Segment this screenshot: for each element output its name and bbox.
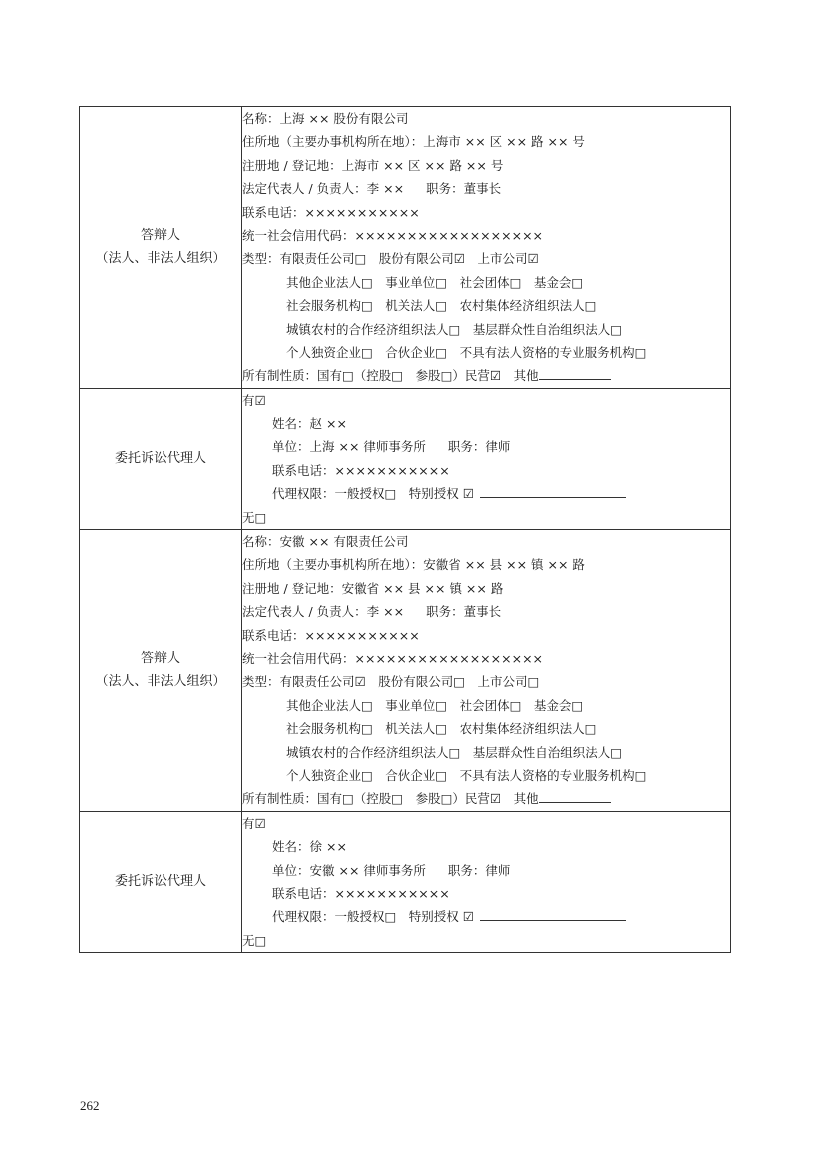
type-line: 个人独资企业□ 合伙企业□ 不具有法人资格的专业服务机构□	[286, 344, 647, 360]
agent-unit-line	[242, 859, 730, 882]
rep-name: 法定代表人 / 负责人：李 ××	[242, 181, 405, 197]
rep-title: 职务：董事长	[426, 604, 502, 620]
type-line: 其他企业法人□ 事业单位□ 社会团体□ 基金会□	[286, 697, 584, 713]
agent-none: 无□	[242, 932, 267, 948]
contact-phone: 联系电话：×××××××××××	[242, 627, 420, 643]
respondent-label-cell	[80, 530, 242, 812]
agent-title: 职务：律师	[447, 862, 511, 878]
agent-authority: 代理权限：一般授权□ 特别授权 ☑	[272, 486, 474, 502]
ownership-text: 所有制性质：国有□（控股□ 参股□）民营☑ 其他	[242, 791, 539, 807]
defense-party-table	[79, 106, 731, 953]
agent-authority-line	[242, 905, 730, 928]
registered-address: 注册地 / 登记地：上海市 ×× 区 ×× 路 ×× 号	[242, 157, 504, 173]
other-blank	[539, 789, 611, 803]
agent-title: 职务：律师	[447, 439, 511, 455]
respondent-row-2	[80, 530, 731, 812]
page-number: 262	[80, 1098, 100, 1113]
credit-code: 统一社会信用代码：××××××××××××××××××	[242, 227, 544, 243]
agent-details	[242, 388, 731, 529]
contact-phone: 联系电话：×××××××××××	[242, 204, 420, 220]
type-line: 类型：有限责任公司□ 股份有限公司☑ 上市公司☑	[242, 251, 539, 267]
agent-unit-line	[242, 435, 730, 458]
company-name: 名称：上海 ×× 股份有限公司	[242, 111, 409, 126]
respondent-details	[242, 530, 731, 812]
respondent-details	[242, 107, 731, 389]
type-line: 个人独资企业□ 合伙企业□ 不具有法人资格的专业服务机构□	[286, 767, 647, 783]
type-line: 其他企业法人□ 事业单位□ 社会团体□ 基金会□	[286, 274, 584, 290]
type-line: 类型：有限责任公司☑ 股份有限公司□ 上市公司□	[242, 674, 540, 690]
credit-code: 统一社会信用代码：××××××××××××××××××	[242, 650, 544, 666]
agent-phone: 联系电话：×××××××××××	[272, 885, 450, 901]
ownership-text: 所有制性质：国有□（控股□ 参股□）民营☑ 其他	[242, 368, 539, 384]
company-name: 名称：安徽 ×× 有限责任公司	[242, 534, 409, 550]
type-line: 城镇农村的合作经济组织法人□ 基层群众性自治组织法人□	[286, 321, 623, 337]
company-address: 住所地（主要办事机构所在地）：上海市 ×× 区 ×× 路 ×× 号	[242, 134, 585, 150]
registered-address: 注册地 / 登记地：安徽省 ×× 县 ×× 镇 ×× 路	[242, 580, 504, 596]
agent-row-2	[80, 811, 731, 952]
agent-has: 有☑	[242, 392, 266, 408]
agent-unit: 单位：安徽 ×× 律师事务所	[272, 862, 426, 878]
agent-name: 姓名：徐 ××	[272, 839, 347, 855]
respondent-label: 答辩人	[140, 228, 180, 244]
agent-phone: 联系电话：×××××××××××	[272, 462, 450, 478]
other-blank	[539, 366, 611, 380]
agent-row-1	[80, 388, 731, 529]
type-line: 社会服务机构□ 机关法人□ 农村集体经济组织法人□	[286, 721, 597, 737]
agent-unit: 单位：上海 ×× 律师事务所	[272, 439, 426, 455]
agent-label: 委托诉讼代理人	[80, 811, 242, 952]
rep-title: 职务：董事长	[426, 181, 502, 197]
agent-authority: 代理权限：一般授权□ 特别授权 ☑	[272, 909, 474, 925]
authority-blank	[480, 907, 626, 921]
agent-name: 姓名：赵 ××	[272, 416, 347, 432]
legal-representative	[242, 600, 730, 623]
rep-name: 法定代表人 / 负责人：李 ××	[242, 604, 405, 620]
respondent-label-cell	[80, 107, 242, 389]
type-line: 城镇农村的合作经济组织法人□ 基层群众性自治组织法人□	[286, 744, 623, 760]
ownership-line	[242, 364, 730, 387]
agent-details	[242, 811, 731, 952]
type-line: 社会服务机构□ 机关法人□ 农村集体经济组织法人□	[286, 298, 597, 314]
agent-none: 无□	[242, 509, 267, 525]
ownership-line	[242, 787, 730, 810]
respondent-label-sub: （法人、非法人组织）	[95, 251, 226, 267]
legal-representative	[242, 177, 730, 200]
respondent-label: 答辩人	[140, 651, 180, 667]
agent-label: 委托诉讼代理人	[80, 388, 242, 529]
respondent-row-1	[80, 107, 731, 389]
agent-has: 有☑	[242, 815, 266, 831]
respondent-label-sub: （法人、非法人组织）	[95, 674, 226, 690]
agent-authority-line	[242, 482, 730, 505]
company-address: 住所地（主要办事机构所在地）：安徽省 ×× 县 ×× 镇 ×× 路	[242, 557, 585, 573]
authority-blank	[480, 484, 626, 498]
